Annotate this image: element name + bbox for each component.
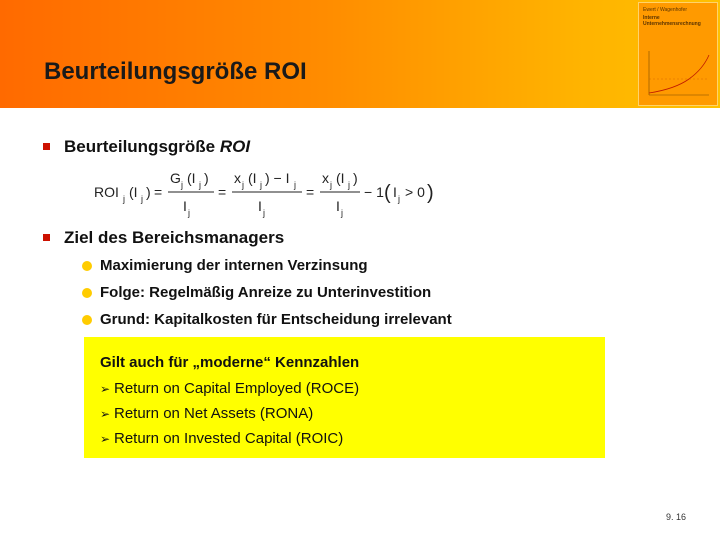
book-title-line2: Unternehmensrechnung xyxy=(643,21,701,27)
svg-text:) − I: ) − I xyxy=(265,170,290,186)
svg-text:ROI: ROI xyxy=(94,184,119,200)
box-list-item xyxy=(100,380,359,397)
slide-header xyxy=(0,0,720,108)
svg-text:> 0: > 0 xyxy=(405,184,425,200)
bullet-roi-italic: ROI xyxy=(219,137,251,156)
box-list-item-label: Return on Capital Employed (ROCE) xyxy=(114,380,360,397)
svg-text:I: I xyxy=(336,198,340,214)
svg-text:): ) xyxy=(427,182,434,204)
sub-bullet-marker xyxy=(82,261,92,271)
bullet-marker xyxy=(43,143,50,150)
svg-text:=: = xyxy=(218,184,227,200)
svg-text:(I: (I xyxy=(248,170,257,186)
slide-title: Beurteilungsgröße ROI xyxy=(44,58,307,85)
svg-text:I: I xyxy=(393,184,397,200)
book-cover-image xyxy=(638,2,718,106)
bullet-goal: Ziel des Bereichsmanagers xyxy=(64,228,285,247)
sub-bullet-item: Maximierung der internen Verzinsung xyxy=(100,257,368,274)
bullet-roi-plain: Beurteilungsgröße xyxy=(64,137,220,156)
svg-text:): ) xyxy=(146,184,151,200)
svg-text:(I: (I xyxy=(336,170,345,186)
svg-text:j: j xyxy=(141,194,143,204)
box-list-item-label: Return on Invested Capital (ROIC) xyxy=(114,430,344,447)
svg-text:=: = xyxy=(154,184,163,200)
svg-text:I: I xyxy=(183,198,187,214)
svg-text:=: = xyxy=(306,184,315,200)
svg-text:(I: (I xyxy=(129,184,138,200)
svg-text:j: j xyxy=(398,194,400,204)
svg-text:j: j xyxy=(348,180,350,190)
sub-bullet-item: Folge: Regelmäßig Anreize zu Unterinvestition xyxy=(100,284,432,301)
svg-text:j: j xyxy=(263,208,265,218)
svg-text:j: j xyxy=(330,180,332,190)
page-number: 9. 16 xyxy=(666,512,687,522)
svg-text:− 1: − 1 xyxy=(364,184,384,200)
svg-text:j: j xyxy=(188,208,190,218)
box-list-item xyxy=(100,405,313,422)
sub-bullet-item: Grund: Kapitalkosten für Entscheidung irrelevant xyxy=(100,311,452,328)
svg-text:x: x xyxy=(234,170,241,186)
svg-text:j: j xyxy=(123,194,125,204)
svg-text:j: j xyxy=(341,208,343,218)
svg-text:): ) xyxy=(204,170,209,186)
svg-text:j: j xyxy=(242,180,244,190)
roi-formula xyxy=(94,166,434,222)
arrow-icon: ➢ xyxy=(100,432,111,446)
arrow-icon: ➢ xyxy=(100,407,111,421)
svg-text:j: j xyxy=(260,180,262,190)
book-title-line1: Interne xyxy=(643,15,660,21)
book-chart-graphic xyxy=(645,49,711,99)
svg-text:I: I xyxy=(258,198,262,214)
book-author: Ewert / Wagenhofer xyxy=(643,7,688,13)
svg-text:(: ( xyxy=(384,182,391,204)
box-list-item-label: Return on Net Assets (RONA) xyxy=(114,405,314,422)
svg-text:j: j xyxy=(181,180,183,190)
arrow-icon: ➢ xyxy=(100,382,111,396)
svg-text:j: j xyxy=(294,180,296,190)
svg-text:): ) xyxy=(353,170,358,186)
box-list-item xyxy=(100,430,343,447)
sub-bullet-marker xyxy=(82,315,92,325)
svg-text:x: x xyxy=(322,170,329,186)
bullet-roi xyxy=(64,137,250,157)
svg-text:(I: (I xyxy=(187,170,196,186)
box-heading: Gilt auch für „moderne“ Kennzahlen xyxy=(100,354,360,371)
highlight-box xyxy=(84,337,605,458)
svg-text:j: j xyxy=(199,180,201,190)
bullet-marker xyxy=(43,234,50,241)
svg-text:G: G xyxy=(170,170,181,186)
sub-bullet-marker xyxy=(82,288,92,298)
